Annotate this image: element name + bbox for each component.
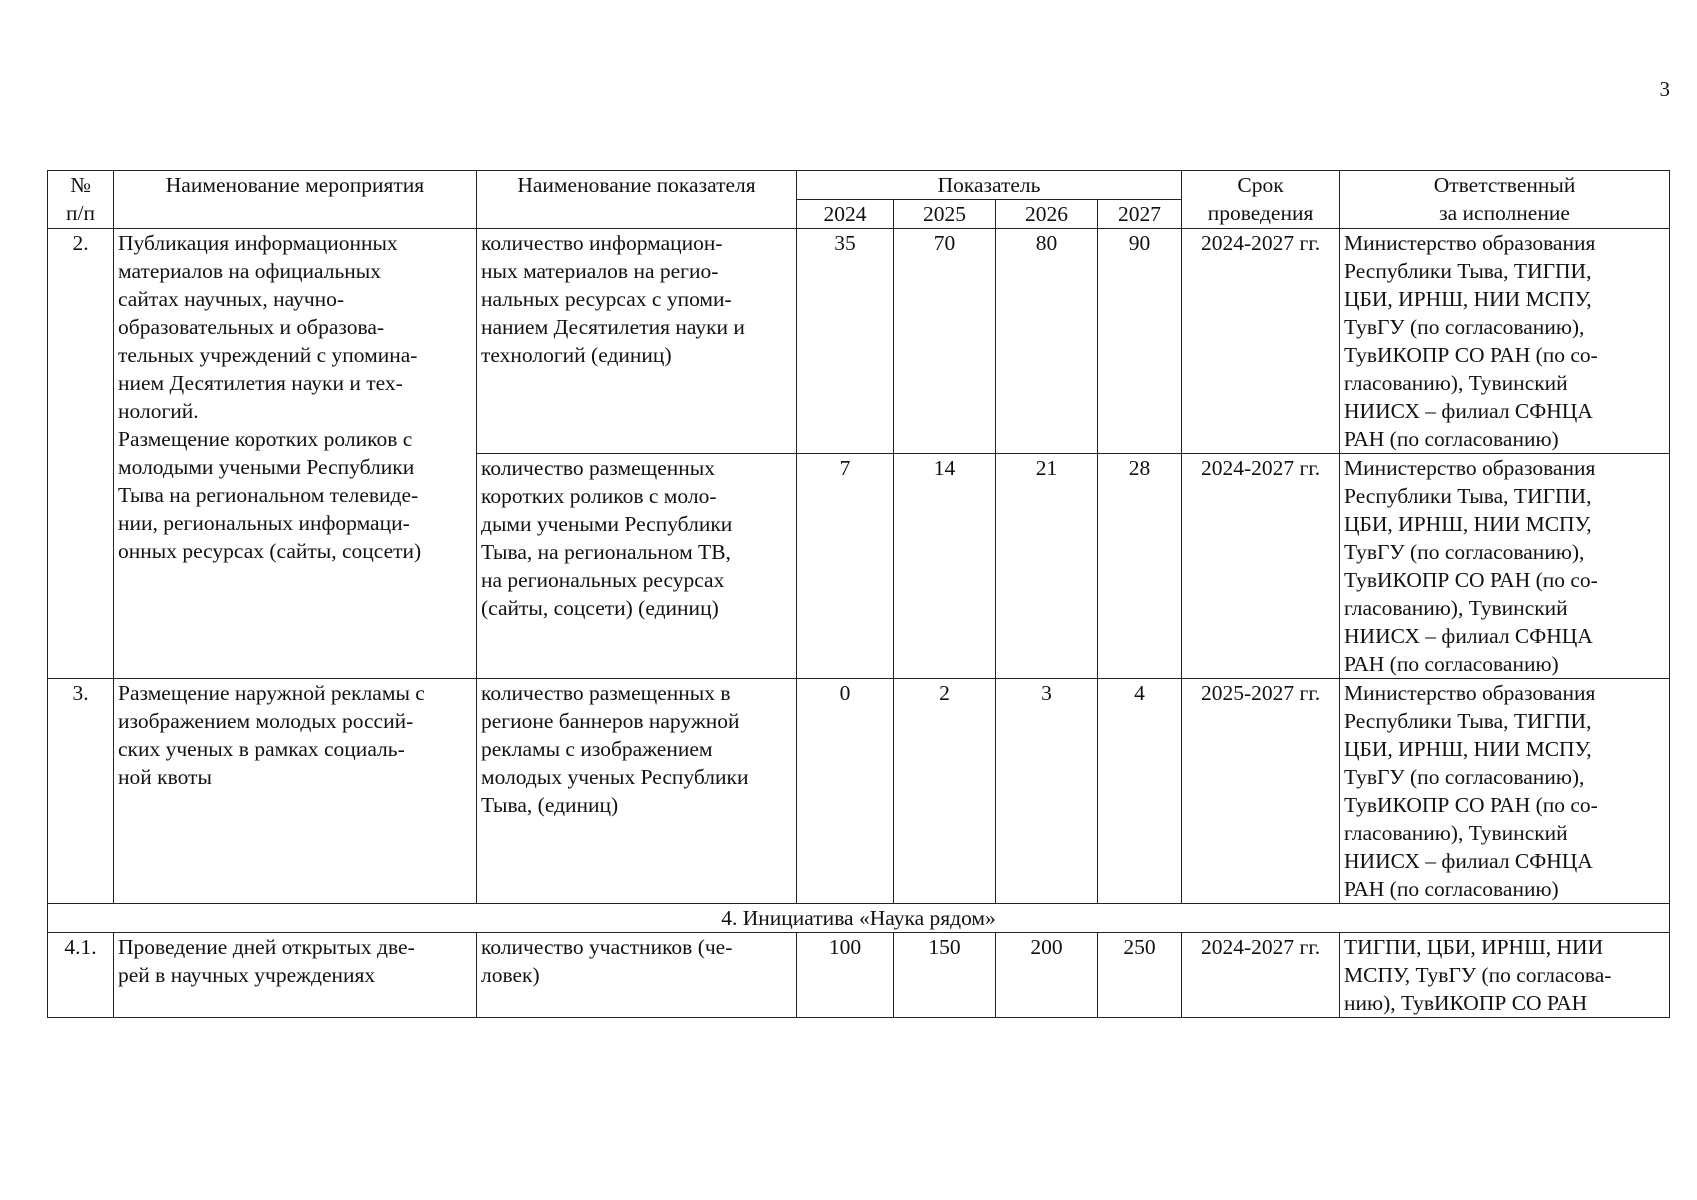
indicator-name: количество размещенных в регионе баннеров наружной рекламы с изображением молодых ученых Республики Тыва, (единиц) (477, 679, 797, 904)
value-2024: 7 (797, 454, 894, 679)
value-2025: 70 (894, 229, 996, 454)
value-2027: 250 (1098, 933, 1182, 1018)
value-2027: 90 (1098, 229, 1182, 454)
responsible: ТИГПИ, ЦБИ, ИРНШ, НИИ МСПУ, ТувГУ (по согласова- нию), ТувИКОПР СО РАН (1340, 933, 1670, 1018)
indicator-name: количество информацион- ных материалов на регио- нальных ресурсах с упоми- нанием Десятилетия науки и технологий (единиц) (477, 229, 797, 454)
header-term: Срок проведения (1182, 171, 1340, 229)
event-name: Проведение дней открытых две- рей в научных учреждениях (114, 933, 477, 1018)
header-year: 2024 (797, 200, 894, 229)
term: 2025-2027 гг. (1182, 679, 1340, 904)
header-year: 2026 (996, 200, 1098, 229)
table-row (48, 679, 1670, 904)
value-2025: 2 (894, 679, 996, 904)
value-2026: 21 (996, 454, 1098, 679)
indicator-name: количество размещенных коротких роликов с моло- дыми учеными Республики Тыва, на региональном ТВ, на региональных ресурсах (сайты, соцсети) (единиц) (477, 454, 797, 679)
responsible: Министерство образования Республики Тыва, ТИГПИ, ЦБИ, ИРНШ, НИИ МСПУ, ТувГУ (по согласованию), ТувИКОПР СО РАН (по со- гласованию), Тувинский НИИСХ – филиал СФНЦА РАН (по согласованию) (1340, 679, 1670, 904)
term: 2024-2027 гг. (1182, 229, 1340, 454)
responsible: Министерство образования Республики Тыва, ТИГПИ, ЦБИ, ИРНШ, НИИ МСПУ, ТувГУ (по согласованию), ТувИКОПР СО РАН (по со- гласованию), Тувинский НИИСХ – филиал СФНЦА РАН (по согласованию) (1340, 229, 1670, 454)
value-2025: 14 (894, 454, 996, 679)
term: 2024-2027 гг. (1182, 933, 1340, 1018)
row-number: 3. (48, 679, 114, 904)
header-event: Наименование мероприятия (114, 171, 477, 229)
event-name: Публикация информационных материалов на официальных сайтах научных, научно- образовательных и образова- тельных учреждений с упомина- нием Десятилетия науки и тех- нологий. Размещение коротких роликов с молодыми учеными Республики Тыва на региональном телевиде- нии, региональных информаци- онных ресурсах (сайты, соцсети) (114, 229, 477, 679)
value-2027: 28 (1098, 454, 1182, 679)
value-2025: 150 (894, 933, 996, 1018)
event-name: Размещение наружной рекламы с изображением молодых россий- ских ученых в рамках социаль- ной квоты (114, 679, 477, 904)
term: 2024-2027 гг. (1182, 454, 1340, 679)
table-row (48, 229, 1670, 454)
value-2026: 3 (996, 679, 1098, 904)
row-number: 4.1. (48, 933, 114, 1018)
responsible: Министерство образования Республики Тыва, ТИГПИ, ЦБИ, ИРНШ, НИИ МСПУ, ТувГУ (по согласованию), ТувИКОПР СО РАН (по со- гласованию), Тувинский НИИСХ – филиал СФНЦА РАН (по согласованию) (1340, 454, 1670, 679)
header-year: 2027 (1098, 200, 1182, 229)
value-2024: 0 (797, 679, 894, 904)
header-responsible: Ответственный за исполнение (1340, 171, 1670, 229)
value-2026: 80 (996, 229, 1098, 454)
row-number: 2. (48, 229, 114, 679)
section-title: 4. Инициатива «Наука рядом» (48, 904, 1670, 933)
value-2027: 4 (1098, 679, 1182, 904)
header-num: № п/п (48, 171, 114, 229)
events-table (47, 170, 1670, 1018)
header-values-group: Показатель (797, 171, 1182, 200)
page-number: 3 (1659, 77, 1670, 101)
table-row (48, 933, 1670, 1018)
table-header-row (48, 171, 1670, 200)
header-year: 2025 (894, 200, 996, 229)
section-row (48, 904, 1670, 933)
value-2026: 200 (996, 933, 1098, 1018)
value-2024: 100 (797, 933, 894, 1018)
value-2024: 35 (797, 229, 894, 454)
indicator-name: количество участников (че- ловек) (477, 933, 797, 1018)
header-indicator: Наименование показателя (477, 171, 797, 229)
